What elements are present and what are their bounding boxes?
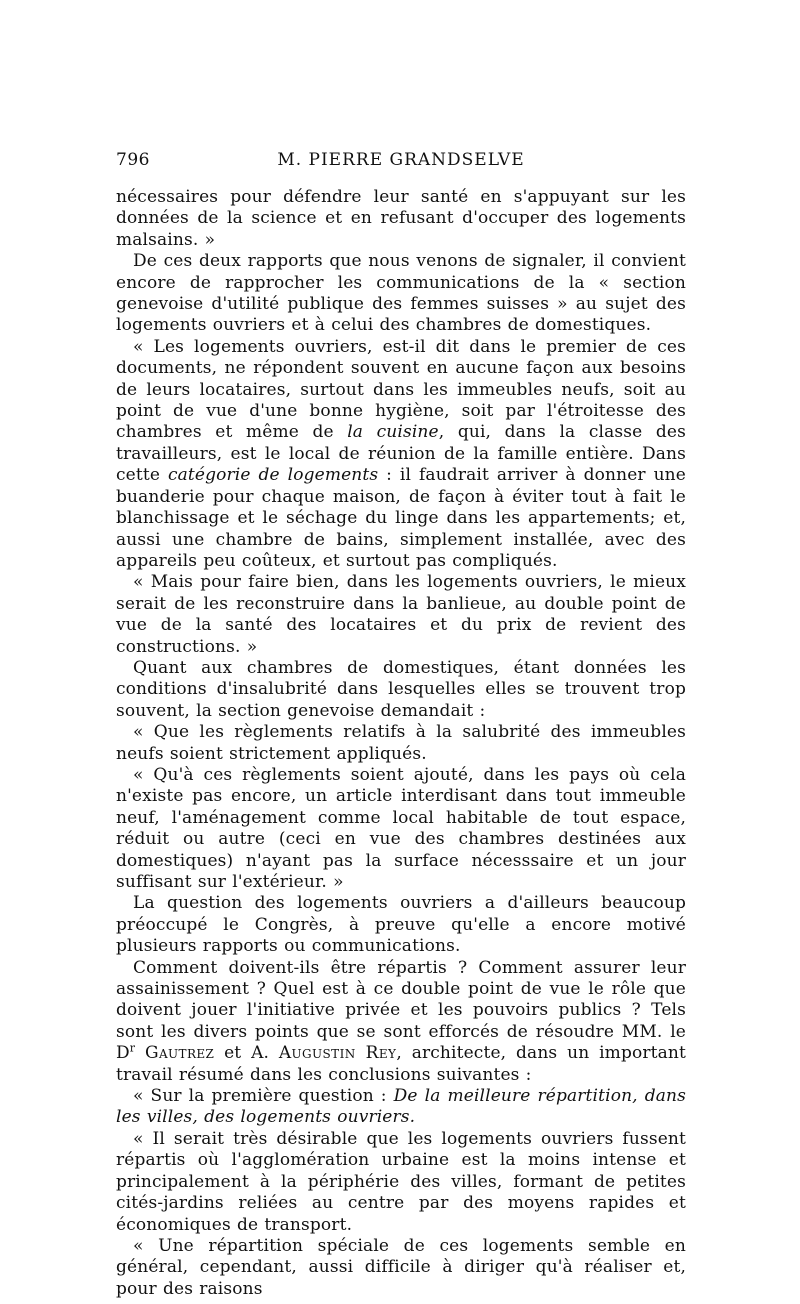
italic-run: catégorie de logements bbox=[167, 465, 379, 486]
paragraph: « Qu'à ces règlements soient ajouté, dans les pays où cela n'existe pas encore, un article interdisant dans tout immeuble neuf, l'aménagement comme local habitable de tout espace, réduit ou autre (ceci en vue des chambres destinées aux domestiques) n'ayant pas la surface nécesssaire et un jour suffisant sur l'extérieur. » bbox=[116, 764, 686, 892]
paragraph: « Mais pour faire bien, dans les logements ouvriers, le mieux serait de les reconstruire dans la banlieue, au double point de vue de la santé des locataires et du prix de revient des constructions. » bbox=[116, 572, 686, 657]
author-name: Gautrez bbox=[145, 1043, 215, 1064]
text-run: Comment doivent-ils être répartis ? Comment assurer leur assainissement ? Quel est à ce double point de vue le rôle que doivent jouer l'initiative privée et les pouvoirs publics ? Tels sont les divers points que se sont efforcés de résoudre MM. le D bbox=[116, 957, 686, 1064]
paragraph: De ces deux rapports que nous venons de signaler, il convient encore de rapprocher les communications de la « section genevoise d'utilité publique des femmes suisses » au sujet des logements ouvriers et à celui des chambres de domestiques. bbox=[116, 251, 686, 336]
italic-run: De la meilleure répartition, dans les villes, des logements ouvriers. bbox=[116, 1086, 686, 1128]
paragraph: « Que les règlements relatifs à la salubrité des immeubles neufs soient strictement appliqués. bbox=[116, 722, 686, 764]
text-run: « Sur la première question : bbox=[133, 1086, 394, 1107]
paragraph: Quant aux chambres de domestiques, étant données les conditions d'insalubrité dans lesquelles elles se trouvent trop souvent, la section genevoise demandait : bbox=[116, 657, 686, 721]
body-text bbox=[116, 187, 686, 1300]
text-run: , architecte, dans un important travail résumé dans les conclusions suivantes : bbox=[116, 1043, 686, 1085]
paragraph bbox=[116, 337, 686, 572]
paragraph: « Une répartition spéciale de ces logements semble en général, cependant, aussi difficile à diriger qu'à réaliser et, pour des raisons bbox=[116, 1235, 686, 1299]
text-run: , qui, dans la classe des travailleurs, est le local de réunion de la famille entière. Dans cette bbox=[116, 422, 686, 486]
paragraph: nécessaires pour défendre leur santé en s'appuyant sur les données de la science et en refusant d'occuper des logements malsains. » bbox=[116, 187, 686, 250]
text-run: « Les logements ouvriers, est-il dit dans le premier de ces documents, ne répondent souvent en aucune façon aux besoins de leurs locataires, surtout dans les immeubles neufs, soit au point de vue d'une bonne hygiène, soit par l'étroitesse des chambres et même de bbox=[116, 336, 686, 443]
text-run: : il faudrait arriver à donner une buanderie pour chaque maison, de façon à éviter tout à fait le blanchissage et le séchage du linge dans les appartements; et, aussi une chambre de bains, simplement installée, avec des appareils peu coûteux, et surtout pas compliqués. bbox=[116, 465, 686, 571]
paragraph: La question des logements ouvriers a d'ailleurs beaucoup préoccupé le Congrès, à preuve qu'elle a encore motivé plusieurs rapports ou communications. bbox=[116, 893, 686, 957]
text-run: et A. bbox=[214, 1043, 279, 1064]
running-head: M. PIERRE GRANDSELVE bbox=[277, 150, 525, 170]
paragraph bbox=[116, 1086, 686, 1129]
paragraph: « Il serait très désirable que les logements ouvriers fussent répartis où l'agglomération urbaine est la moins intense et principalement à la périphérie des villes, formant de petites cités-jardins reliées au centre par des moyens rapides et économiques de transport. bbox=[116, 1128, 686, 1235]
author-name: Augustin Rey bbox=[278, 1043, 397, 1064]
paragraph bbox=[116, 958, 686, 1086]
page-header bbox=[116, 150, 686, 176]
superscript: r bbox=[129, 1041, 136, 1055]
page-number: 796 bbox=[116, 150, 150, 170]
italic-run: la cuisine bbox=[347, 422, 439, 443]
